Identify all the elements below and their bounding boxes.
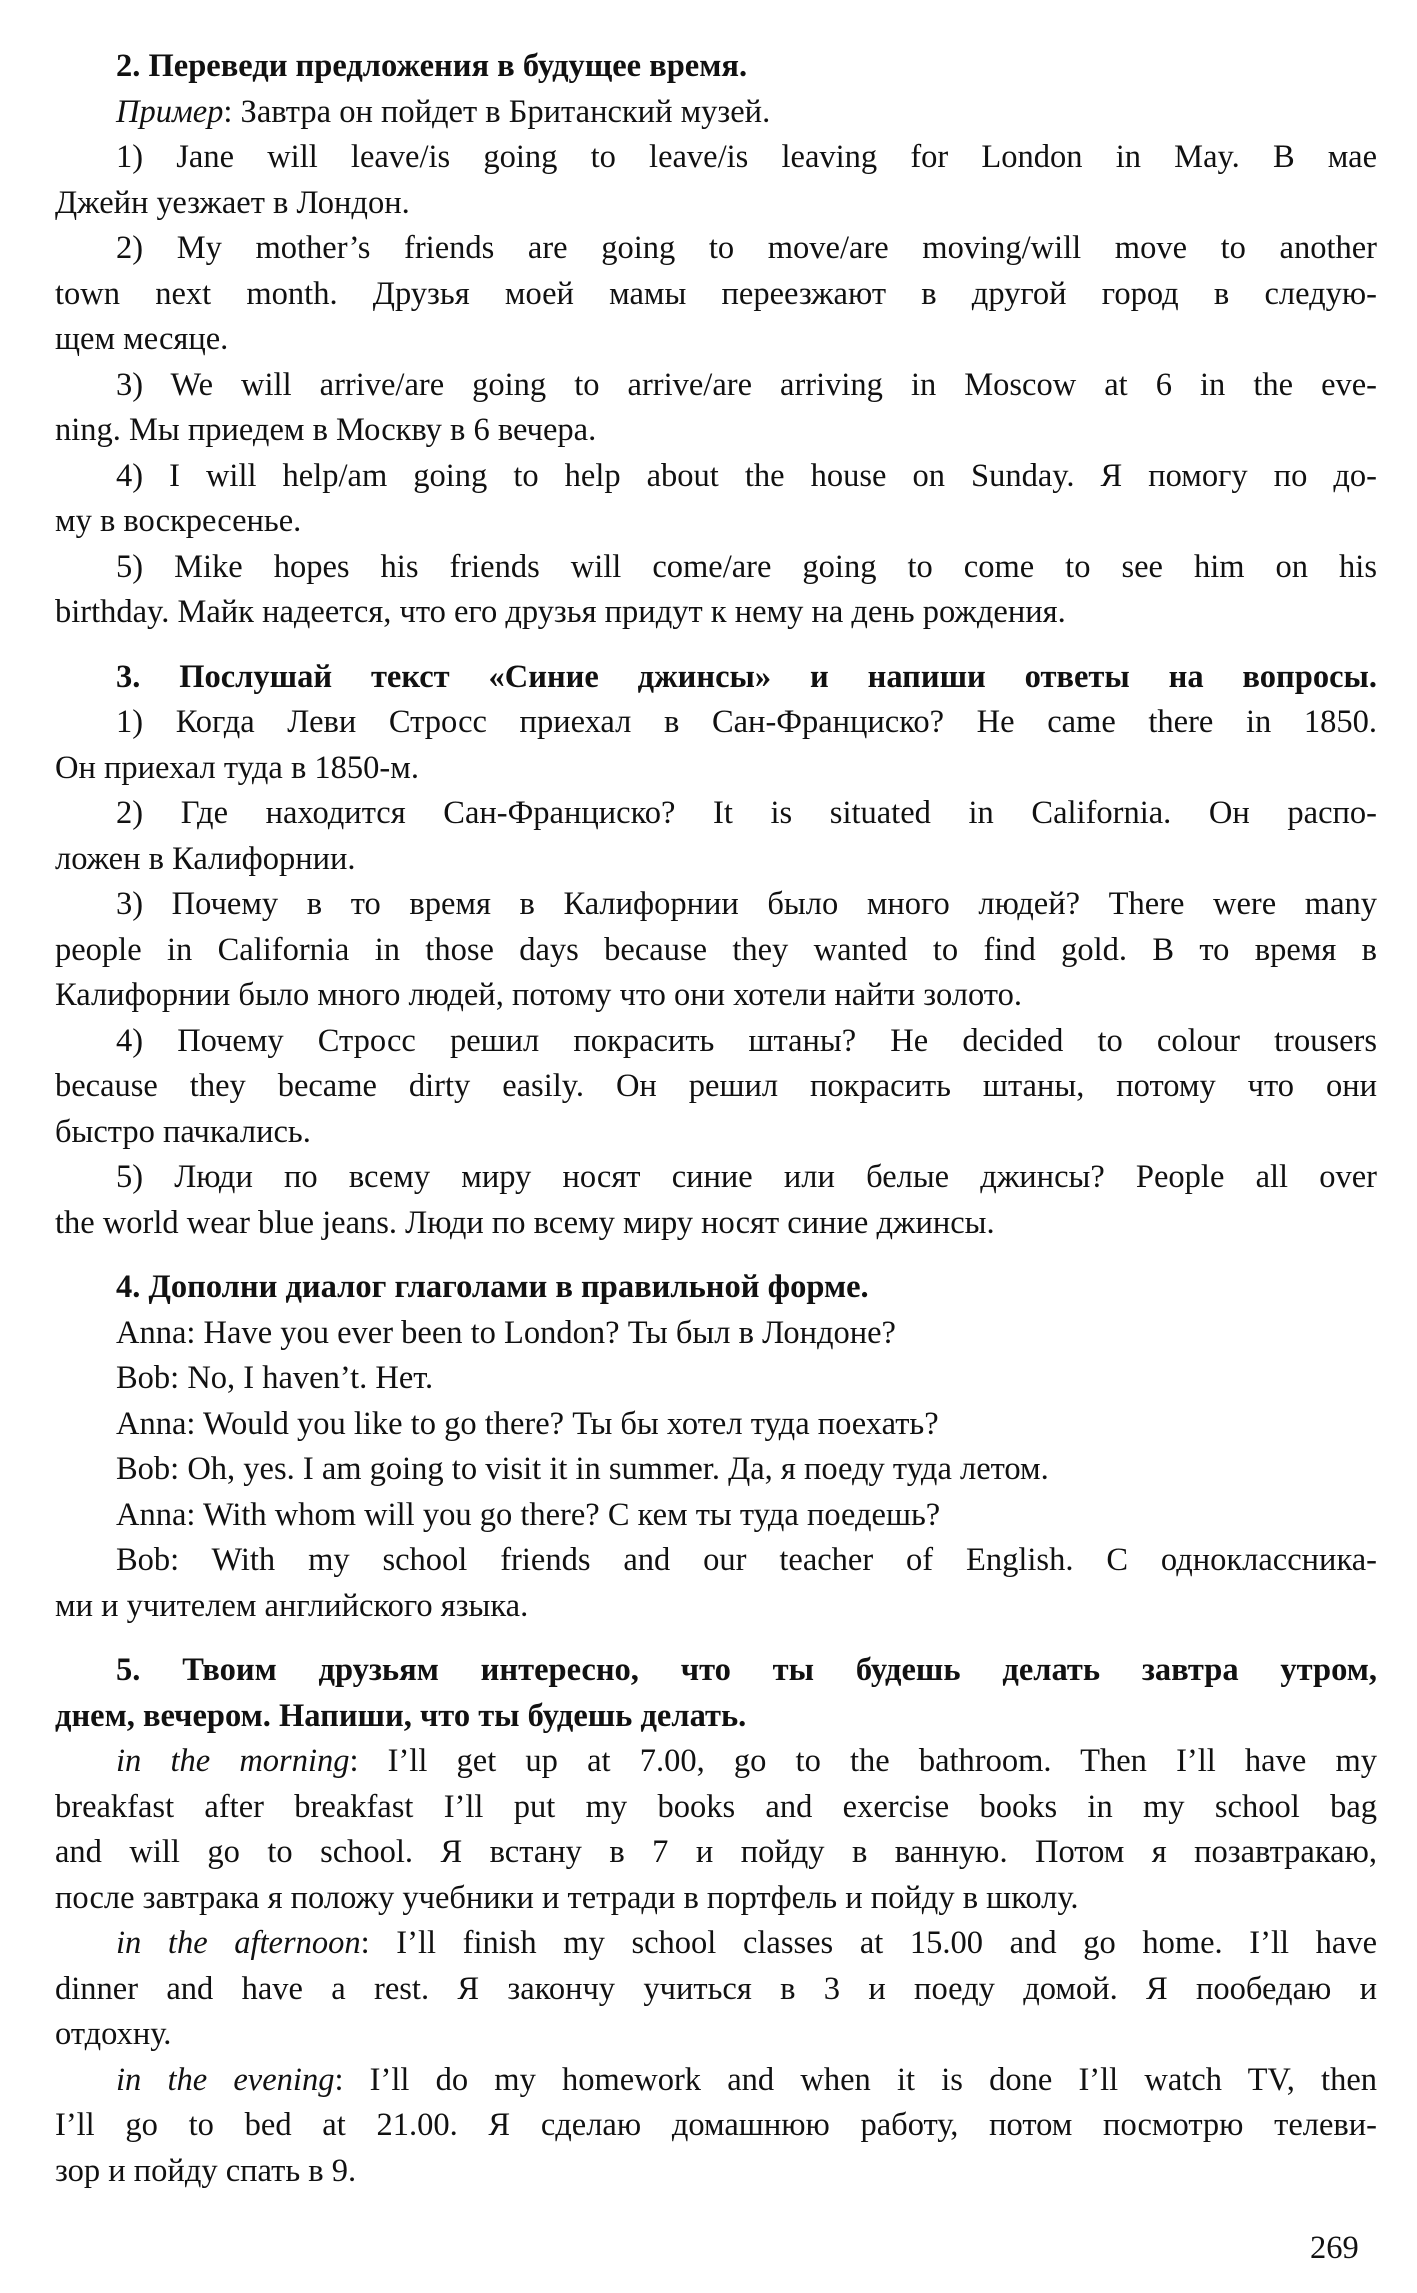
text-line: зор и пойду спать в 9. [55, 2152, 357, 2189]
text-line: 3) We will arrive/are going to arrive/are arriving in Moscow at 6 in the eve- [116, 366, 1377, 403]
time-label: in the evening [116, 2061, 335, 2098]
dialog-line: ми и учителем английского языка. [55, 1587, 529, 1624]
exercise-5 [55, 1648, 1377, 2194]
textbook-page [55, 44, 1377, 2194]
example-text: : Завтра он пойдет в Британский музей. [223, 93, 771, 130]
text-line: 2) Где находится Сан-Франциско? It is situated in California. Он распо- [116, 795, 1377, 831]
text-line: 4) I will help/am going to help about the house on Sunday. Я помогу по до- [116, 457, 1377, 494]
text-line: because they became dirty easily. Он решил покрасить штаны, потому что они [55, 1068, 1377, 1104]
morning-line [55, 1739, 1377, 1785]
text-line: breakfast after breakfast I’ll put my books and exercise books in my school bag [55, 1788, 1377, 1825]
text-line: 4) Почему Стросс решил покрасить штаны? He decided to colour trousers [116, 1022, 1377, 1059]
exercise-2 [55, 44, 1377, 636]
dialog-line: Anna: Would you like to go there? Ты бы хотел туда поехать? [116, 1405, 939, 1442]
exercise-title: 4. Дополни диалог глаголами в правильной форме. [116, 1269, 869, 1305]
text-line: отдохну. [55, 2016, 172, 2052]
text-span: : I’ll finish my school classes at 15.00 and go home. I’ll have [360, 1925, 1377, 1961]
text-line: 1) Jane will leave/is going to leave/is leaving for London in May. В мае [116, 139, 1377, 175]
text-line: быстро пачкались. [55, 1113, 311, 1150]
text-line: после завтрака я положу учебники и тетради в портфель и пойду в школу. [55, 1879, 1079, 1916]
section-gap [55, 1246, 1377, 1265]
text-line: and will go to school. Я встану в 7 и пойду в ванную. Потом я позавтракаю, [55, 1834, 1377, 1870]
exercise-3 [55, 655, 1377, 1247]
page-number: 269 [1310, 2230, 1359, 2266]
section-gap [55, 636, 1377, 655]
exercise-title: 2. Переведи предложения в будущее время. [116, 48, 748, 84]
text-line: 5) Mike hopes his friends will come/are going to come to see him on his [116, 548, 1377, 585]
dialog-line: Bob: Oh, yes. I am going to visit it in summer. Да, я поеду туда летом. [116, 1451, 1049, 1487]
text-line: people in California in those days because they wanted to find gold. В то время в [55, 931, 1377, 968]
text-line: Он приехал туда в 1850-м. [55, 749, 419, 786]
evening-line [55, 2058, 1377, 2104]
text-line: 5) Люди по всему миру носят синие или белые джинсы? People all over [116, 1159, 1377, 1195]
text-line: му в воскресенье. [55, 503, 302, 539]
exercise-title: днем, вечером. Напиши, что ты будешь делать. [55, 1697, 747, 1734]
text-line: 1) Когда Леви Стросс приехал в Сан-Франциско? He came there in 1850. [116, 704, 1377, 740]
text-line: town next month. Друзья моей мамы переезжают в другой город в следую- [55, 275, 1377, 312]
text-line: ning. Мы приедем в Москву в 6 вечера. [55, 412, 597, 448]
afternoon-line [55, 1921, 1377, 1967]
text-line: the world wear blue jeans. Люди по всему миру носят синие джинсы. [55, 1204, 995, 1241]
text-line: 3) Почему в то время в Калифорнии было много людей? There were many [116, 886, 1377, 922]
dialog-line: Bob: With my school friends and our teacher of English. С одноклассника- [116, 1542, 1377, 1578]
time-label: in the afternoon [116, 1925, 361, 1961]
dialog-line: Anna: Have you ever been to London? Ты был в Лондоне? [116, 1314, 896, 1351]
text-line: 2) My mother’s friends are going to move/are moving/will move to another [116, 230, 1377, 266]
text-line: birthday. Майк надеется, что его друзья придут к нему на день рождения. [55, 594, 1066, 630]
text-line: ложен в Калифорнии. [55, 840, 356, 877]
time-label: in the morning [116, 1743, 350, 1779]
dialog-line: Anna: With whom will you go there? С кем ты туда поедешь? [116, 1496, 941, 1533]
example-line [55, 90, 1377, 136]
text-line: Калифорнии было много людей, потому что они хотели найти золото. [55, 977, 1022, 1013]
text-line: щем месяце. [55, 321, 229, 357]
exercise-4 [55, 1265, 1377, 1629]
exercise-title: 5. Твоим друзьям интересно, что ты будешь делать завтра утром, [116, 1652, 1377, 1688]
example-label: Пример [116, 93, 224, 130]
text-span: : I’ll get up at 7.00, go to the bathroom. Then I’ll have my [349, 1743, 1377, 1779]
text-line: I’ll go to bed at 21.00. Я сделаю домашнюю работу, потом посмотрю телеви- [55, 2107, 1377, 2143]
dialog-line: Bob: No, I haven’t. Нет. [116, 1360, 434, 1396]
text-line: dinner and have a rest. Я закончу учиться в 3 и поеду домой. Я пообедаю и [55, 1970, 1377, 2007]
exercise-title: 3. Послушай текст «Синие джинсы» и напиши ответы на вопросы. [116, 658, 1377, 695]
text-span: : I’ll do my homework and when it is done I’ll watch TV, then [334, 2061, 1377, 2098]
text-line: Джейн уезжает в Лондон. [55, 184, 410, 221]
section-gap [55, 1629, 1377, 1648]
